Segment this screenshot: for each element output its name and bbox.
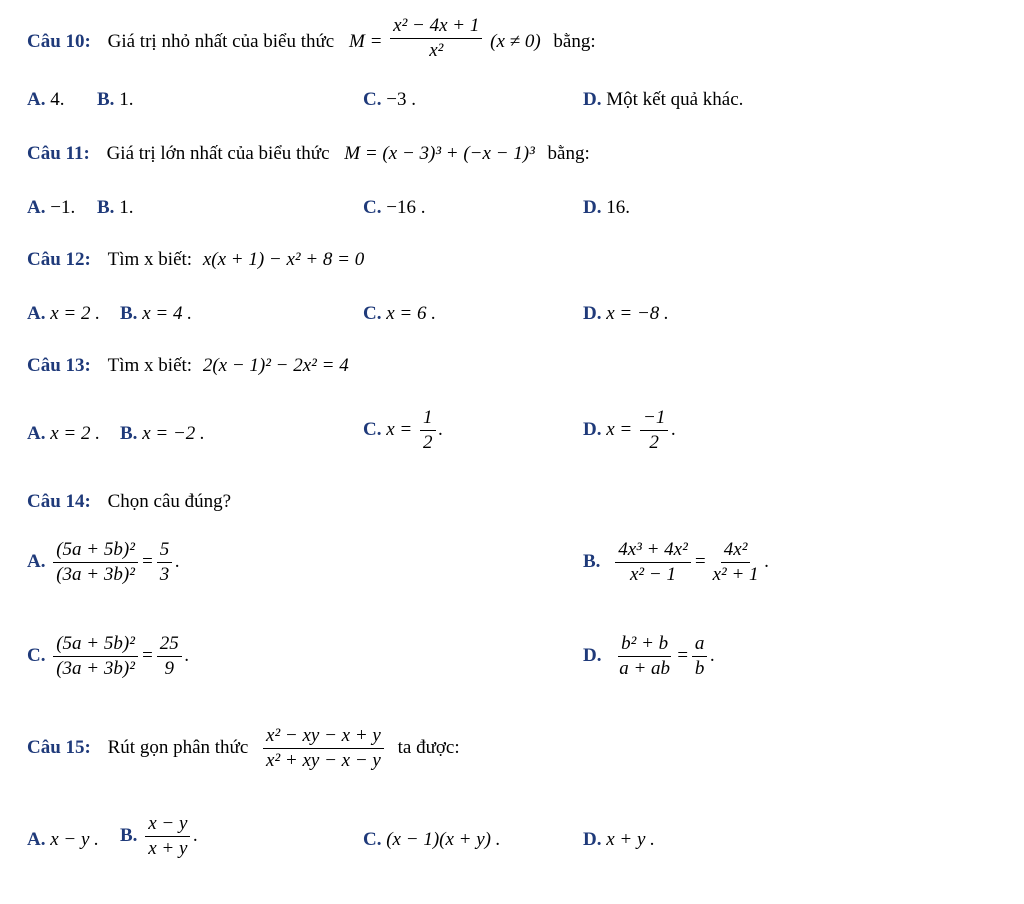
question-12 bbox=[27, 250, 364, 269]
question-text: Chọn câu đúng? bbox=[107, 491, 232, 512]
option-c[interactable]: C. x = 6 . bbox=[363, 303, 436, 324]
option-a[interactable]: A. 4. bbox=[27, 89, 65, 110]
option-d[interactable]: D. 16. bbox=[583, 197, 630, 218]
option-b[interactable]: B. $\frac{\text{4x³ + 4x²}}{\text{x² − 1}}$ = $\frac{\text{4x²}}{\text{x² + 1}}$ . bbox=[583, 539, 770, 585]
option-b[interactable]: B. $\frac{x - y}{x + y}$ . bbox=[120, 813, 199, 859]
fraction-denominator: x² + xy − x − y bbox=[266, 749, 381, 771]
option-c[interactable]: C. $\frac{\text{(5a + 5b)²}}{\text{(3a + 3b)²}}$ = $\frac{25}{9}$ . bbox=[27, 633, 190, 679]
fraction-numerator: x² − 4x + 1 bbox=[390, 16, 482, 39]
question-text: Giá trị nhỏ nhất của biểu thức bbox=[107, 30, 335, 52]
question-tail: bằng: bbox=[547, 143, 590, 164]
question-label: Câu 12: bbox=[27, 249, 91, 270]
question-text: Tìm x biết: bbox=[107, 355, 193, 376]
question-text: Tìm x biết: bbox=[107, 249, 193, 270]
option-b[interactable]: B. x = 4 . bbox=[120, 303, 192, 324]
option-d[interactable]: D. x = −8 . bbox=[583, 303, 669, 324]
question-14 bbox=[27, 492, 231, 511]
option-c[interactable]: C. −16 . bbox=[363, 197, 426, 218]
option-d[interactable]: D. Một kết quả khác. bbox=[583, 89, 744, 110]
question-label: Câu 14: bbox=[27, 491, 91, 512]
question-label: Câu 15: bbox=[27, 736, 91, 758]
option-c[interactable]: C. (x − 1)(x + y) . bbox=[363, 829, 501, 850]
expression: x(x + 1) − x² + 8 = 0 bbox=[202, 249, 365, 270]
option-a[interactable]: A. −1. bbox=[27, 197, 76, 218]
question-label: Câu 13: bbox=[27, 355, 91, 376]
question-label: Câu 10: bbox=[27, 30, 91, 52]
option-b[interactable]: B. 1. bbox=[97, 197, 134, 218]
option-b[interactable]: B. x = −2 . bbox=[120, 423, 205, 444]
fraction-numerator: x² − xy − x + y bbox=[263, 726, 384, 749]
option-c[interactable]: C. x = $\frac{1}{2}$ . bbox=[363, 407, 444, 453]
expression: 2(x − 1)² − 2x² = 4 bbox=[202, 355, 349, 376]
option-b[interactable]: B. 1. bbox=[97, 89, 134, 110]
expression-prefix: M = bbox=[349, 30, 383, 52]
option-c[interactable]: C. −3 . bbox=[363, 89, 416, 110]
question-text: Rút gọn phân thức bbox=[107, 736, 249, 758]
expression-fraction bbox=[390, 16, 482, 61]
option-a[interactable]: A. x = 2 . bbox=[27, 303, 100, 324]
question-15 bbox=[27, 726, 460, 771]
option-d[interactable]: D. x + y . bbox=[583, 829, 655, 850]
option-a[interactable]: A. x − y . bbox=[27, 829, 99, 850]
question-tail: bằng: bbox=[553, 30, 596, 52]
fraction-denominator: x² bbox=[429, 39, 444, 61]
option-a[interactable]: A. x = 2 . bbox=[27, 423, 100, 444]
expression-condition: (x ≠ 0) bbox=[490, 30, 541, 52]
expression-fraction bbox=[263, 726, 384, 771]
question-11 bbox=[27, 144, 590, 163]
question-label: Câu 11: bbox=[27, 143, 90, 164]
option-a[interactable]: A. $\frac{\text{(5a + 5b)²}}{\text{(3a + 3b)²}}$ = $\frac{5}{3}$ . bbox=[27, 539, 180, 585]
question-10 bbox=[27, 15, 596, 65]
expression: M = (x − 3)³ + (−x − 1)³ bbox=[344, 143, 535, 164]
question-tail: ta được: bbox=[397, 736, 460, 758]
option-d[interactable]: D. x = $\frac{-1}{2}$ . bbox=[583, 407, 677, 453]
question-text: Giá trị lớn nhất của biểu thức bbox=[106, 143, 330, 164]
option-d[interactable]: D. $\frac{\text{b² + b}}{a + ab}$ = $\frac{a}{b}$ . bbox=[583, 633, 716, 679]
question-13 bbox=[27, 356, 349, 375]
